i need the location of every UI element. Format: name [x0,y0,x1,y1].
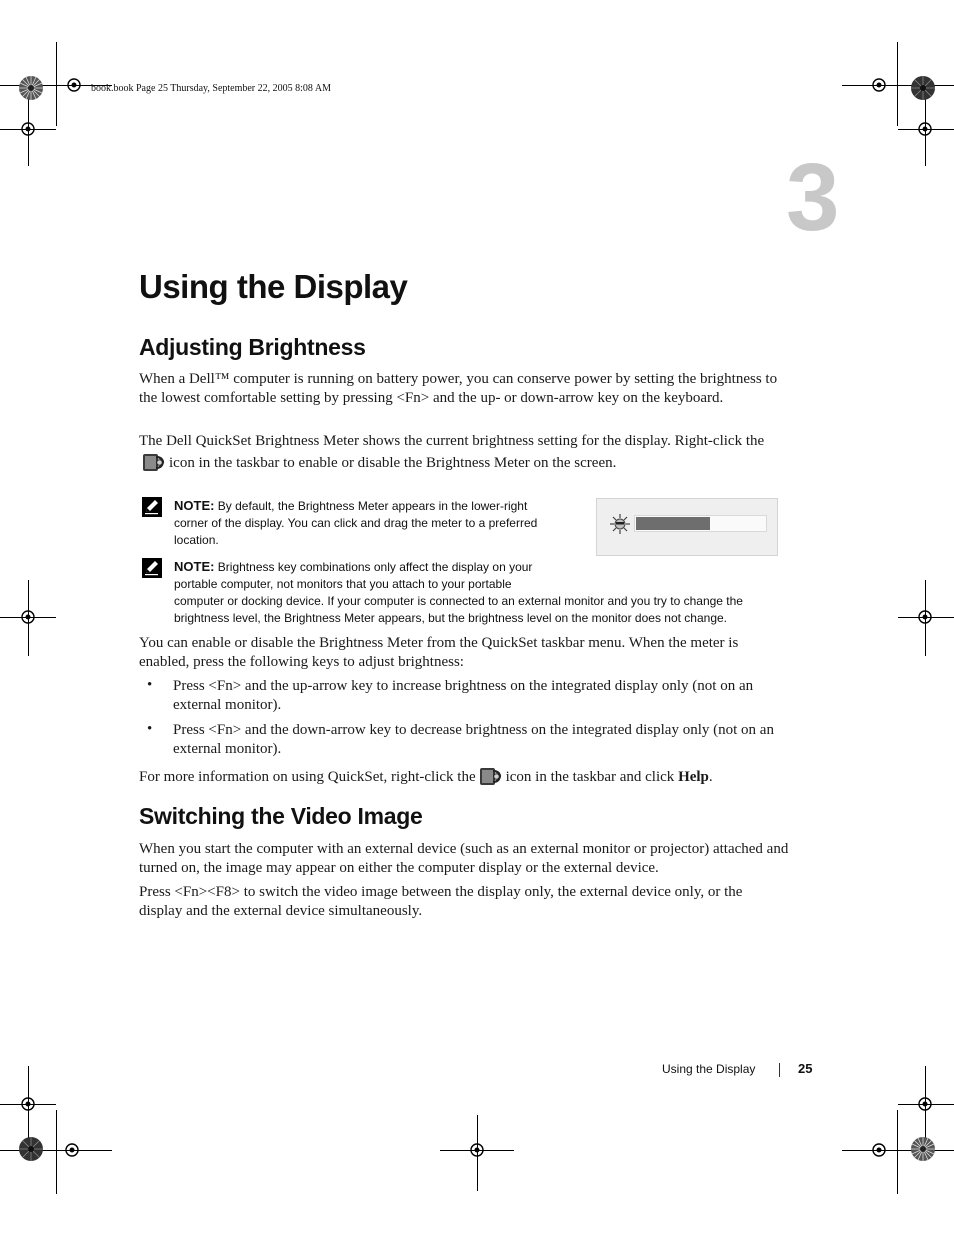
footer-divider [779,1063,780,1077]
paragraph: Press <Fn><F8> to switch the video image between the display only, the external device only, or the display and the external device simultaneously. [139,884,743,919]
note-line: NOTE: Brightness key combinations only affect the display on your [174,559,533,574]
paragraph: When you start the computer with an external device (such as an external monitor or projector) attached and turned on, the image may appear on either the computer display or the external device. [139,841,789,876]
pencil-note-icon [142,497,162,517]
quickset-taskbar-icon [142,451,166,473]
registration-target-icon [18,119,38,139]
color-rosette-icon [910,75,936,101]
note-line: brightness level, the Brightness Meter appears, but the brightness level on the monitor does not change. [174,611,727,625]
help-menu-item-reference: Help [678,769,709,785]
registration-target-icon [869,1140,889,1160]
note-line: corner of the display. You can click and drag the meter to a preferred [174,516,538,530]
registration-target-icon [915,607,935,627]
note-label: NOTE: [174,559,215,574]
paragraph [139,432,789,473]
print-header: book.book Page 25 Thursday, September 22, 2005 8:08 AM [91,83,331,94]
registration-target-icon [18,607,38,627]
brightness-meter-track[interactable] [634,515,767,532]
bullet-marker: • [147,721,153,737]
paragraph-text: For more information on using QuickSet, right-click the [139,769,476,785]
note-line: location. [174,533,219,547]
chapter-number: 3 [786,144,840,251]
brightness-meter[interactable] [596,498,778,556]
registration-target-icon [869,75,889,95]
note-line: NOTE: By default, the Brightness Meter appears in the lower-right [174,498,528,513]
footer-chapter-title: Using the Display [662,1062,756,1076]
registration-target-icon [62,1140,82,1160]
registration-target-icon [467,1140,487,1160]
note-brightness-key-scope [174,558,794,627]
registration-target-icon [915,1094,935,1114]
sun-icon [609,513,631,535]
brightness-meter-level [636,517,710,530]
section-heading-switching-video: Switching the Video Image [139,803,423,829]
note-default-meter-position [174,497,574,549]
color-rosette-icon [910,1136,936,1162]
paragraph: When a Dell™ computer is running on battery power, you can conserve power by setting the brightness to the lowest comfortable setting by pressing <Fn> and the up- or down-arrow key on the keyboard. [139,371,778,406]
registration-target-icon [64,75,84,95]
note-line: portable computer, not monitors that you attach to your portable [174,577,512,591]
registration-target-icon [915,119,935,139]
page-number: 25 [798,1061,813,1076]
chapter-title: Using the Display [139,268,408,305]
list-item: Press <Fn> and the up-arrow key to increase brightness on the integrated display only (not on an external monitor). [173,678,754,713]
bullet-marker: • [147,677,153,693]
paragraph: You can enable or disable the Brightness Meter from the QuickSet taskbar menu. When the meter is enabled, press the following keys to adjust brightness: [139,635,739,670]
list-item: Press <Fn> and the down-arrow key to decrease brightness on the integrated display only (not on an external monitor). [173,722,774,757]
paragraph-text: icon in the taskbar and click [505,769,675,785]
registration-target-icon [18,1094,38,1114]
color-rosette-icon [18,75,44,101]
note-label: NOTE: [174,498,215,513]
paragraph: For more information on using QuickSet, right-click the icon in the taskbar and click Help. [139,765,789,787]
section-heading-adjusting-brightness: Adjusting Brightness [139,334,366,360]
note-line: computer or docking device. If your computer is connected to an external monitor and you try to change the [174,594,743,608]
pencil-note-icon [142,558,162,578]
paragraph-text: icon in the taskbar to enable or disable the Brightness Meter on the screen. [169,455,617,471]
color-rosette-icon [18,1136,44,1162]
quickset-taskbar-icon [479,765,503,787]
paragraph-text: The Dell QuickSet Brightness Meter shows the current brightness setting for the display. Right-click the [139,433,765,449]
